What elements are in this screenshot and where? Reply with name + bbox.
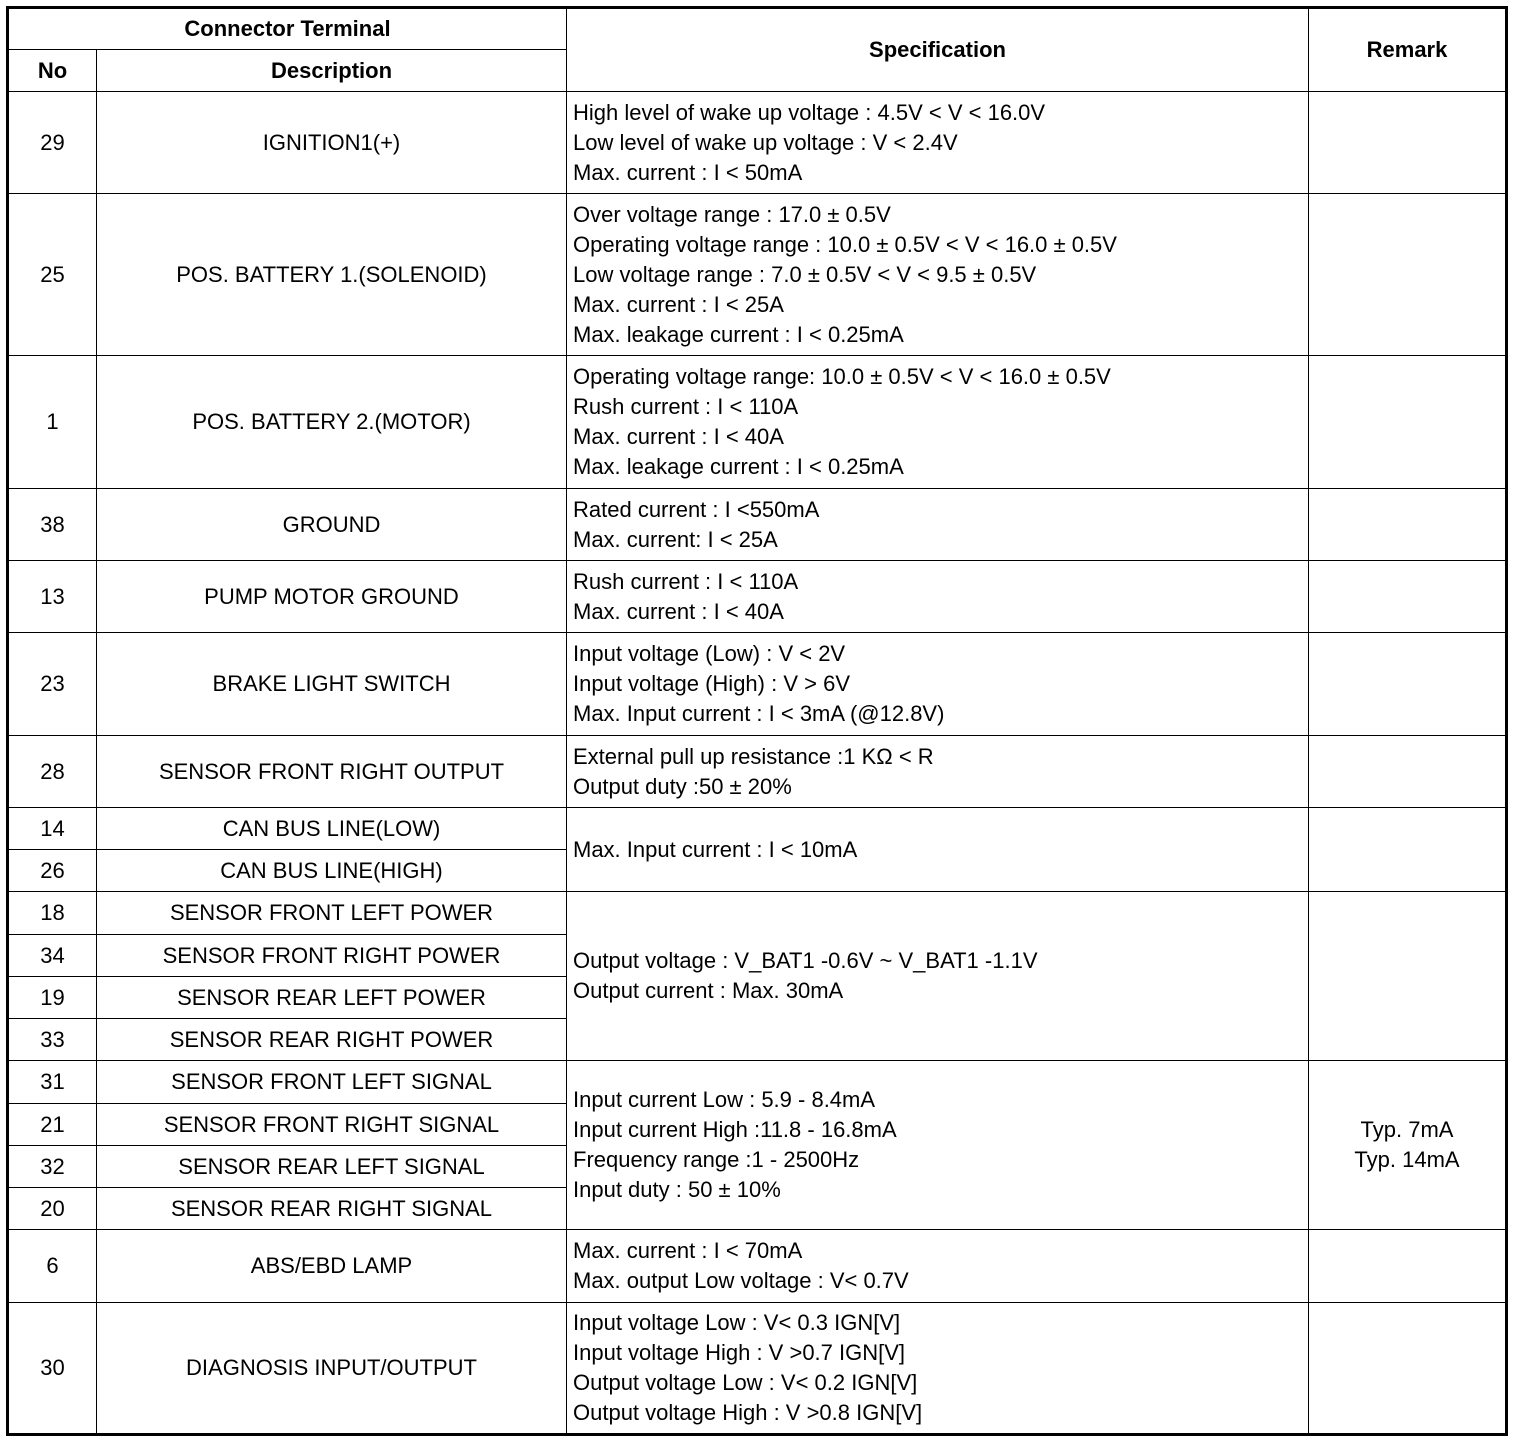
table-row: [8, 892, 1507, 935]
header-connector-terminal: Connector Terminal: [8, 8, 567, 50]
terminal-no: 21: [8, 1104, 97, 1146]
remark-cell: [1309, 892, 1507, 1061]
specification-line: Input voltage Low : V< 0.3 IGN[V]: [573, 1310, 901, 1335]
table-row: [8, 92, 1507, 194]
specification-cell: [567, 892, 1309, 1061]
remark-cell: [1309, 1303, 1507, 1435]
terminal-no: 31: [8, 1061, 97, 1104]
table-row: [8, 633, 1507, 736]
specification-line: Max. Input current : I < 10mA: [573, 836, 858, 862]
terminal-no: 20: [8, 1188, 97, 1230]
remark-cell: [1309, 356, 1507, 489]
remark-cell: [1309, 736, 1507, 808]
specification-line: Rush current : I < 110A: [573, 394, 799, 419]
specification-line: Max. current : I < 70mA: [573, 1238, 803, 1263]
specification-line: High level of wake up voltage : 4.5V < V < 16.0V: [573, 99, 1046, 125]
specification-line: Max. current : I < 50mA: [573, 159, 803, 185]
connector-terminal-table: [6, 6, 1508, 1436]
remark-cell: [1309, 808, 1507, 892]
terminal-no: 29: [8, 92, 97, 194]
terminal-description: SENSOR REAR RIGHT SIGNAL: [97, 1188, 567, 1230]
terminal-description: SENSOR REAR LEFT SIGNAL: [97, 1146, 567, 1188]
terminal-no: 14: [8, 808, 97, 850]
specification-cell: [567, 808, 1309, 892]
terminal-description: POS. BATTERY 1.(SOLENOID): [97, 194, 567, 356]
specification-line: Output voltage Low : V< 0.2 IGN[V]: [573, 1370, 918, 1395]
specification-line: Input duty : 50 ± 10%: [573, 1177, 781, 1202]
specification-line: Frequency range :1 - 2500Hz: [573, 1147, 860, 1172]
terminal-no: 18: [8, 892, 97, 935]
remark-cell: [1309, 489, 1507, 561]
terminal-description: IGNITION1(+): [97, 92, 567, 194]
specification-line: Output voltage High : V >0.8 IGN[V]: [573, 1400, 923, 1425]
terminal-description: SENSOR FRONT LEFT SIGNAL: [97, 1061, 567, 1104]
terminal-description: SENSOR REAR LEFT POWER: [97, 977, 567, 1019]
specification-line: Rated current : I <550mA: [573, 496, 820, 522]
table-row: [8, 561, 1507, 633]
specification-line: Over voltage range : 17.0 ± 0.5V: [573, 201, 891, 227]
terminal-description: SENSOR FRONT RIGHT POWER: [97, 935, 567, 977]
remark-cell: [1309, 92, 1507, 194]
specification-line: Low voltage range : 7.0 ± 0.5V < V < 9.5 ± 0.5V: [573, 261, 1037, 287]
table-row: [8, 194, 1507, 356]
table-row: [8, 1303, 1507, 1435]
specification-cell: [567, 1230, 1309, 1303]
specification-line: Max. current : I < 25A: [573, 291, 784, 317]
specification-line: Output duty :50 ± 20%: [573, 773, 792, 799]
terminal-description: PUMP MOTOR GROUND: [97, 561, 567, 633]
table-row: [8, 736, 1507, 808]
remark-cell-signal: [1309, 1061, 1507, 1230]
terminal-no: 23: [8, 633, 97, 736]
specification-cell: [567, 194, 1309, 356]
table-row: [8, 1061, 1507, 1104]
specification-cell: [567, 92, 1309, 194]
terminal-description: SENSOR FRONT RIGHT SIGNAL: [97, 1104, 567, 1146]
specification-cell: [567, 633, 1309, 736]
terminal-description: CAN BUS LINE(HIGH): [97, 850, 567, 892]
specification-line: Max. current : I < 40A: [573, 598, 784, 624]
remark-cell: [1309, 1230, 1507, 1303]
remark-cell: [1309, 633, 1507, 736]
terminal-no: 38: [8, 489, 97, 561]
specification-line: Max. leakage current : I < 0.25mA: [573, 321, 904, 347]
table-row: [8, 489, 1507, 561]
specification-line: Max. leakage current : I < 0.25mA: [573, 454, 904, 479]
specification-line: Max. Input current : I < 3mA (@12.8V): [573, 701, 945, 726]
header-description: Description: [97, 50, 567, 92]
terminal-description: SENSOR REAR RIGHT POWER: [97, 1019, 567, 1061]
terminal-no: 1: [8, 356, 97, 489]
terminal-description: SENSOR FRONT RIGHT OUTPUT: [97, 736, 567, 808]
specification-line: Low level of wake up voltage : V < 2.4V: [573, 129, 958, 155]
terminal-no: 33: [8, 1019, 97, 1061]
specification-line: Output current : Max. 30mA: [573, 978, 844, 1003]
specification-line: External pull up resistance :1 KΩ < R: [573, 743, 934, 769]
specification-cell: [567, 356, 1309, 489]
header-remark: Remark: [1309, 8, 1507, 92]
specification-cell: [567, 1303, 1309, 1435]
specification-line: Input voltage High : V >0.7 IGN[V]: [573, 1340, 906, 1365]
specification-cell: [567, 736, 1309, 808]
terminal-description: CAN BUS LINE(LOW): [97, 808, 567, 850]
specification-line: Max. output Low voltage : V< 0.7V: [573, 1268, 909, 1293]
table-row: [8, 356, 1507, 489]
terminal-description: GROUND: [97, 489, 567, 561]
terminal-no: 32: [8, 1146, 97, 1188]
terminal-description: POS. BATTERY 2.(MOTOR): [97, 356, 567, 489]
specification-line: Input voltage (Low) : V < 2V: [573, 641, 846, 666]
header-specification: Specification: [567, 8, 1309, 92]
specification-line: Rush current : I < 110A: [573, 568, 799, 594]
specification-cell: [567, 1061, 1309, 1230]
terminal-no: 26: [8, 850, 97, 892]
specification-cell: [567, 489, 1309, 561]
remark-cell: [1309, 561, 1507, 633]
specification-line: Max. current: I < 25A: [573, 526, 778, 552]
specification-line: Input current High :11.8 - 16.8mA: [573, 1117, 897, 1142]
header-no: No: [8, 50, 97, 92]
specification-cell: [567, 561, 1309, 633]
table-row: [8, 808, 1507, 850]
remark-cell: [1309, 194, 1507, 356]
terminal-no: 34: [8, 935, 97, 977]
terminal-description: BRAKE LIGHT SWITCH: [97, 633, 567, 736]
remark-typ-low: Typ. 7mA: [1360, 1117, 1454, 1142]
terminal-description: DIAGNOSIS INPUT/OUTPUT: [97, 1303, 567, 1435]
terminal-no: 25: [8, 194, 97, 356]
specification-line: Output voltage : V_BAT1 -0.6V ~ V_BAT1 -1.1V: [573, 948, 1038, 973]
terminal-no: 19: [8, 977, 97, 1019]
specification-line: Max. current : I < 40A: [573, 424, 784, 449]
table-row: [8, 1230, 1507, 1303]
terminal-no: 6: [8, 1230, 97, 1303]
specification-line: Operating voltage range: 10.0 ± 0.5V < V < 16.0 ± 0.5V: [573, 364, 1111, 389]
terminal-no: 13: [8, 561, 97, 633]
remark-typ-high: Typ. 14mA: [1354, 1147, 1460, 1172]
terminal-description: SENSOR FRONT LEFT POWER: [97, 892, 567, 935]
specification-line: Input current Low : 5.9 - 8.4mA: [573, 1087, 876, 1112]
terminal-no: 28: [8, 736, 97, 808]
specification-line: Operating voltage range : 10.0 ± 0.5V < V < 16.0 ± 0.5V: [573, 231, 1117, 257]
terminal-no: 30: [8, 1303, 97, 1435]
terminal-description: ABS/EBD LAMP: [97, 1230, 567, 1303]
specification-line: Input voltage (High) : V > 6V: [573, 671, 850, 696]
